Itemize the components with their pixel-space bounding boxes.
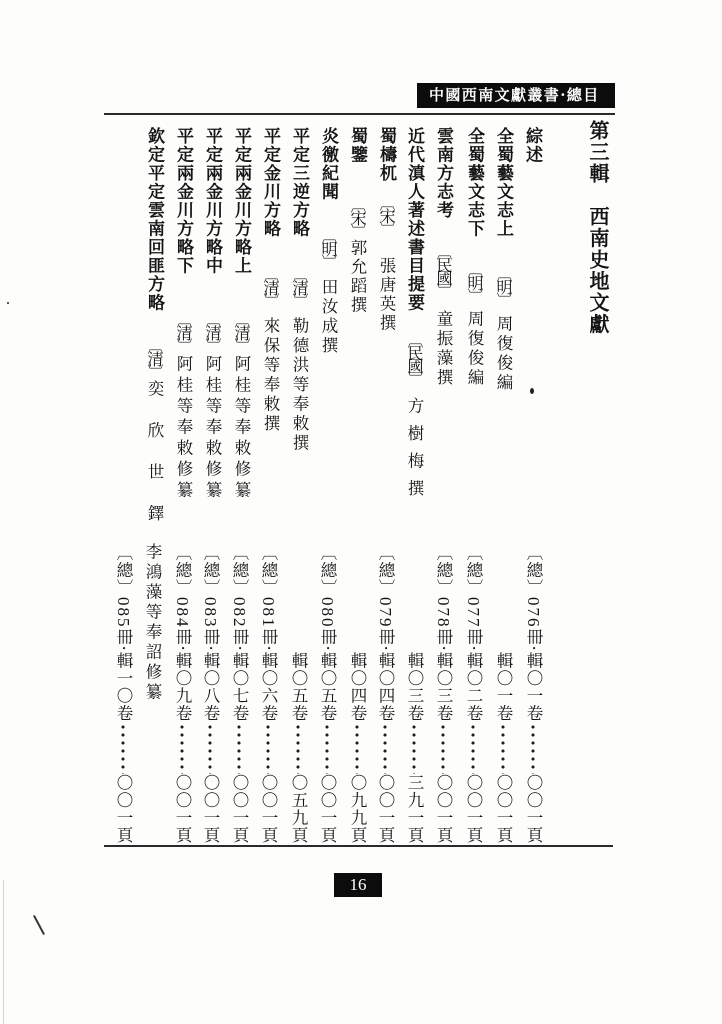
juan-number: 輯〇四卷 (348, 652, 367, 722)
entry-author: 阿桂等奉敕修纂 (232, 355, 251, 502)
volume-suffix: 冊· (259, 628, 278, 652)
juan-number: 輯一〇卷 (114, 652, 133, 722)
juan-number: 輯〇三卷 (405, 652, 424, 722)
scan-speck (530, 388, 534, 394)
entry-dynasty: 〔清〕 (290, 267, 309, 306)
volume-number: 083 (201, 596, 220, 629)
entry-author: 勒德洪等奉敕撰 (290, 317, 309, 454)
dot-leader (286, 722, 310, 774)
entry-title: 欽定平定雲南回匪方略 (144, 127, 164, 312)
volume-location (170, 544, 194, 844)
entry-author: 童振藻撰 (434, 310, 453, 388)
entry-author: 阿桂等奉敕修纂 (203, 355, 222, 502)
series-header-bar: 中國西南文獻叢書·總目 (417, 83, 615, 108)
entry-author: 周復俊編 (494, 315, 513, 393)
entry-dynasty: 〔明〕 (465, 262, 484, 301)
volume-suffix: 冊· (376, 628, 395, 652)
volume-location (198, 544, 222, 844)
volume-suffix: 冊· (201, 628, 220, 652)
dot-leader (170, 722, 194, 774)
page-ref: 〇〇一頁 (259, 774, 278, 844)
page-ref: 〇五九頁 (289, 774, 308, 844)
zong-marker: 〔總〕 (376, 544, 395, 597)
dot-leader (227, 722, 251, 774)
juan-number: 輯〇六卷 (259, 652, 278, 722)
volume-location (402, 652, 426, 844)
entry-title: 蜀鑒 (347, 127, 367, 164)
entry-title: 平定金川方略 (260, 127, 280, 238)
volume-suffix: 冊· (114, 628, 133, 652)
juan-number: 輯〇八卷 (201, 652, 220, 722)
page-number: 16 (334, 873, 382, 897)
dot-leader (402, 722, 426, 774)
top-rule (104, 113, 615, 115)
juan-number: 輯〇一卷 (524, 652, 543, 722)
volume-number: 085 (114, 596, 133, 629)
entry-dynasty: 〔清〕 (145, 338, 164, 377)
dot-leader (111, 722, 135, 774)
entry-dynasty: 〔民國〕 (434, 244, 453, 296)
volume-location (521, 544, 545, 844)
volume-location (111, 544, 135, 844)
dot-leader (521, 722, 545, 774)
entry-dynasty: 〔清〕 (174, 312, 193, 351)
dot-leader (491, 722, 515, 774)
zong-marker: 〔總〕 (114, 544, 133, 597)
entry-title: 綜述 (522, 127, 542, 164)
juan-number: 輯〇五卷 (289, 652, 308, 722)
dot-leader (431, 722, 455, 774)
zong-marker: 〔總〕 (259, 544, 278, 597)
bottom-rule (104, 845, 613, 847)
dot-leader (315, 722, 339, 774)
section-heading: 第三輯 西南史地文獻 (586, 120, 610, 335)
entry-author: 周復俊編 (465, 310, 484, 388)
zong-marker: 〔總〕 (434, 544, 453, 597)
juan-number: 輯〇七卷 (230, 652, 249, 722)
page-ref: 〇〇一頁 (230, 774, 249, 844)
juan-number: 輯〇五卷 (318, 652, 337, 722)
volume-location (461, 544, 485, 844)
page-ref: 〇〇一頁 (318, 774, 337, 844)
entry-title: 平定兩金川方略中 (202, 127, 222, 275)
volume-suffix: 冊· (230, 628, 249, 652)
zong-marker: 〔總〕 (464, 544, 483, 597)
zong-marker: 〔總〕 (201, 544, 220, 597)
entry-title: 雲南方志考 (433, 127, 453, 220)
volume-location (431, 544, 455, 844)
volume-location (345, 652, 369, 844)
volume-location (286, 652, 310, 844)
entry-title: 全蜀藝文志上 (493, 127, 513, 238)
scan-speck (7, 302, 9, 304)
zong-marker: 〔總〕 (524, 544, 543, 597)
entry-author: 來保等奉敕撰 (261, 317, 280, 434)
volume-number: 081 (259, 596, 278, 629)
entry-author: 郭允蹈撰 (348, 239, 367, 315)
volume-suffix: 冊· (434, 628, 453, 652)
entry-title: 蜀檮杌 (376, 127, 396, 183)
entry-dynasty: 〔清〕 (261, 267, 280, 306)
page-ref: 〇〇一頁 (376, 774, 395, 844)
entry-title: 平定兩金川方略上 (231, 127, 251, 275)
entry-dynasty: 〔明〕 (319, 228, 338, 267)
volume-number: 076 (524, 596, 543, 629)
juan-number: 輯〇三卷 (434, 652, 453, 722)
dot-leader (198, 722, 222, 774)
entry-dynasty: 〔宋〕 (377, 195, 396, 234)
volume-number: 082 (230, 596, 249, 629)
page-ref: 〇〇一頁 (464, 774, 483, 844)
page-ref: 〇九九頁 (348, 774, 367, 844)
dot-leader (373, 722, 397, 774)
zong-marker: 〔總〕 (173, 544, 192, 597)
volume-suffix: 冊· (318, 628, 337, 652)
entry-author: 張唐英撰 (377, 257, 396, 333)
zong-marker: 〔總〕 (230, 544, 249, 597)
page-ref: 〇〇一頁 (114, 774, 133, 844)
page-ref: 〇〇一頁 (201, 774, 220, 844)
page-ref: 〇〇一頁 (434, 774, 453, 844)
page-ref: 〇〇一頁 (494, 774, 513, 844)
entry-author: 奕欣世鐸 (145, 380, 164, 546)
juan-number: 輯〇一卷 (494, 652, 513, 722)
volume-location (373, 544, 397, 844)
entry-dynasty: 〔清〕 (232, 312, 251, 351)
volume-location (256, 544, 280, 844)
dot-leader (256, 722, 280, 774)
volume-suffix: 冊· (524, 628, 543, 652)
volume-number: 084 (173, 596, 192, 629)
entry-dynasty: 〔清〕 (203, 312, 222, 351)
volume-number: 080 (318, 596, 337, 629)
entry-author: 方樹梅撰 (405, 397, 424, 507)
volume-number: 078 (434, 596, 453, 629)
entry-dynasty: 〔宋〕 (348, 197, 367, 236)
volume-suffix: 冊· (464, 628, 483, 652)
entry-title: 全蜀藝文志下 (464, 127, 484, 238)
volume-location (315, 544, 339, 844)
entry-title: 平定兩金川方略下 (173, 127, 193, 275)
entry-author: 阿桂等奉敕修纂 (174, 355, 193, 502)
scan-stroke-mark (33, 915, 45, 935)
zong-marker: 〔總〕 (318, 544, 337, 597)
entry-author: 田汝成撰 (319, 278, 338, 356)
juan-number: 輯〇四卷 (376, 652, 395, 722)
entry-title: 平定三逆方略 (289, 127, 309, 238)
page-ref: 〇〇一頁 (173, 774, 192, 844)
juan-number: 輯〇二卷 (464, 652, 483, 722)
entry-dynasty: 〔民國〕 (405, 332, 424, 384)
page-ref: 〇〇一頁 (524, 774, 543, 844)
entry-title: 炎徼紀聞 (318, 127, 338, 201)
volume-number: 079 (376, 596, 395, 629)
volume-location (491, 652, 515, 844)
volume-suffix: 冊· (173, 628, 192, 652)
juan-number: 輯〇九卷 (173, 652, 192, 722)
scan-edge-line (3, 880, 4, 1024)
dot-leader (461, 722, 485, 774)
volume-location (227, 544, 251, 844)
entry-author-continued: 李鴻藻等奉詔修纂 (143, 543, 162, 703)
entry-title: 近代滇人著述書目提要 (404, 127, 424, 312)
dot-leader (345, 722, 369, 774)
page-ref: 三九一頁 (405, 774, 424, 844)
entry-dynasty: 〔明〕 (494, 266, 513, 305)
volume-number: 077 (464, 596, 483, 629)
